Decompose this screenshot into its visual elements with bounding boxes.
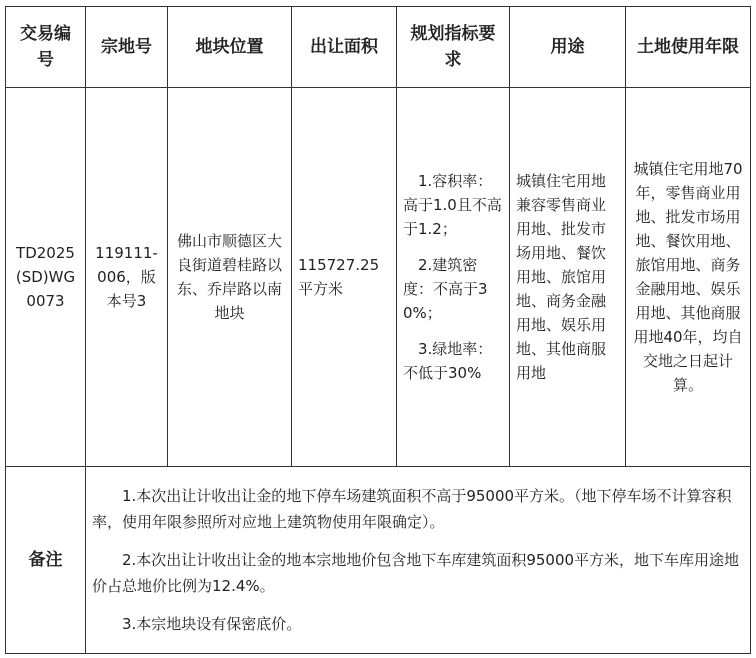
remarks-label: 备注 xyxy=(6,467,86,654)
remarks-content xyxy=(86,467,751,654)
planning-item-far: 1.容积率：高于1.0且不高于1.2； xyxy=(403,172,502,238)
cell-parcel-no: 119111-006，版本号3 xyxy=(86,88,168,467)
land-transfer-table xyxy=(5,6,751,654)
remark-item-3: 3.本宗地块设有保密底价。 xyxy=(122,615,302,633)
cell-area: 115727.25平方米 xyxy=(292,88,397,467)
cell-term: 城镇住宅用地70年，零售商业用地、批发市场用地、餐饮用地、旅馆用地、商务金融用地、娱乐用地、其他商服用地40年，均自交地之日起计算。 xyxy=(626,88,751,467)
cell-planning xyxy=(397,88,510,467)
header-term: 土地使用年限 xyxy=(626,7,751,88)
header-trade-no: 交易编号 xyxy=(6,7,86,88)
header-planning: 规划指标要求 xyxy=(397,7,510,88)
remarks-row xyxy=(6,467,751,654)
header-parcel-no: 宗地号 xyxy=(86,7,168,88)
header-usage: 用途 xyxy=(510,7,626,88)
cell-trade-no: TD2025(SD)WG0073 xyxy=(6,88,86,467)
remark-item-2: 2.本次出让计收出让金的地本宗地地价包含地下车库建筑面积95000平方米，地下车库用途地价占总地价比例为12.4%。 xyxy=(92,551,740,595)
planning-item-green: 3.绿地率：不低于30% xyxy=(403,340,493,382)
cell-usage: 城镇住宅用地兼容零售商业用地、批发市场用地、餐饮用地、旅馆用地、商务金融用地、娱乐用地、其他商服用地 xyxy=(510,88,626,467)
header-area: 出让面积 xyxy=(292,7,397,88)
header-row xyxy=(6,7,751,88)
header-location: 地块位置 xyxy=(168,7,292,88)
remark-item-1: 1.本次出让计收出让金的地下停车场建筑面积不高于95000平方米。（地下停车场不计算容积率，使用年限参照所对应地上建筑物使用年限确定）。 xyxy=(92,487,732,531)
table-row xyxy=(6,88,751,467)
cell-location: 佛山市顺德区大良街道碧桂路以东、乔岸路以南地块 xyxy=(168,88,292,467)
planning-item-density: 2.建筑密度：不高于30%； xyxy=(403,256,488,322)
